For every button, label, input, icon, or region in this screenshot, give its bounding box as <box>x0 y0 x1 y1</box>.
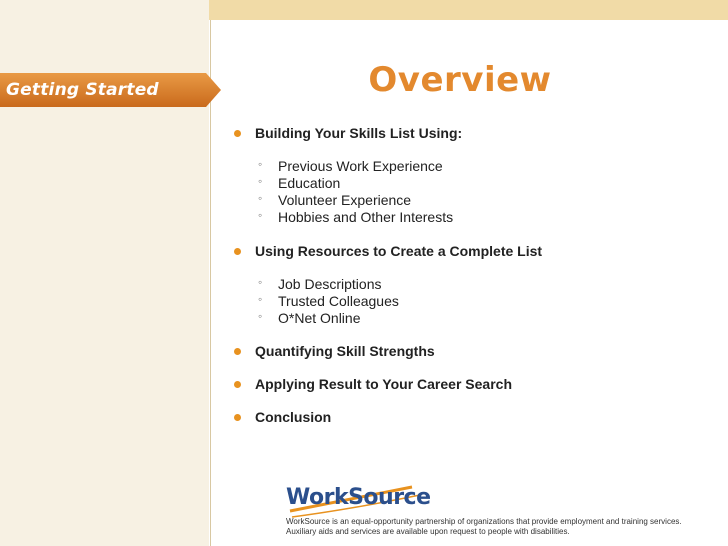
footer-line-2: Auxiliary aids and services are available upon request to people with disabilities. <box>286 527 570 536</box>
sub-bullet-icon: ◦ <box>258 208 263 222</box>
sub-bullet-icon: ◦ <box>258 292 263 306</box>
bullet-dot-icon <box>234 348 241 355</box>
bullet-dot-icon <box>234 248 241 255</box>
sub-bullet-icon: ◦ <box>258 191 263 205</box>
slide-title: Overview <box>368 60 552 100</box>
logo-text: WorkSource <box>286 485 431 510</box>
sub-bullet-icon: ◦ <box>258 309 263 323</box>
footer-line-1: WorkSource is an equal-opportunity partnership of organizations that provide employment and training services. <box>286 517 682 526</box>
bullet-dot-icon <box>234 381 241 388</box>
sub-bullet-icon: ◦ <box>258 157 263 171</box>
bullet-text: Building Your Skills List Using: <box>255 125 463 141</box>
sub-bullet-icon: ◦ <box>258 174 263 188</box>
bullet-text: Applying Result to Your Career Search <box>255 376 512 392</box>
footer-disclaimer <box>286 517 716 537</box>
bullet-dot-icon <box>234 414 241 421</box>
bullet-dot-icon <box>234 130 241 137</box>
section-label: Getting Started <box>6 80 159 100</box>
bullet-text: Quantifying Skill Strengths <box>255 343 435 359</box>
bullet-text: Using Resources to Create a Complete List <box>255 243 543 259</box>
sub-bullet-icon: ◦ <box>258 275 263 289</box>
worksource-logo <box>282 481 432 521</box>
top-band <box>209 0 728 20</box>
bullet-text: Conclusion <box>255 409 332 425</box>
